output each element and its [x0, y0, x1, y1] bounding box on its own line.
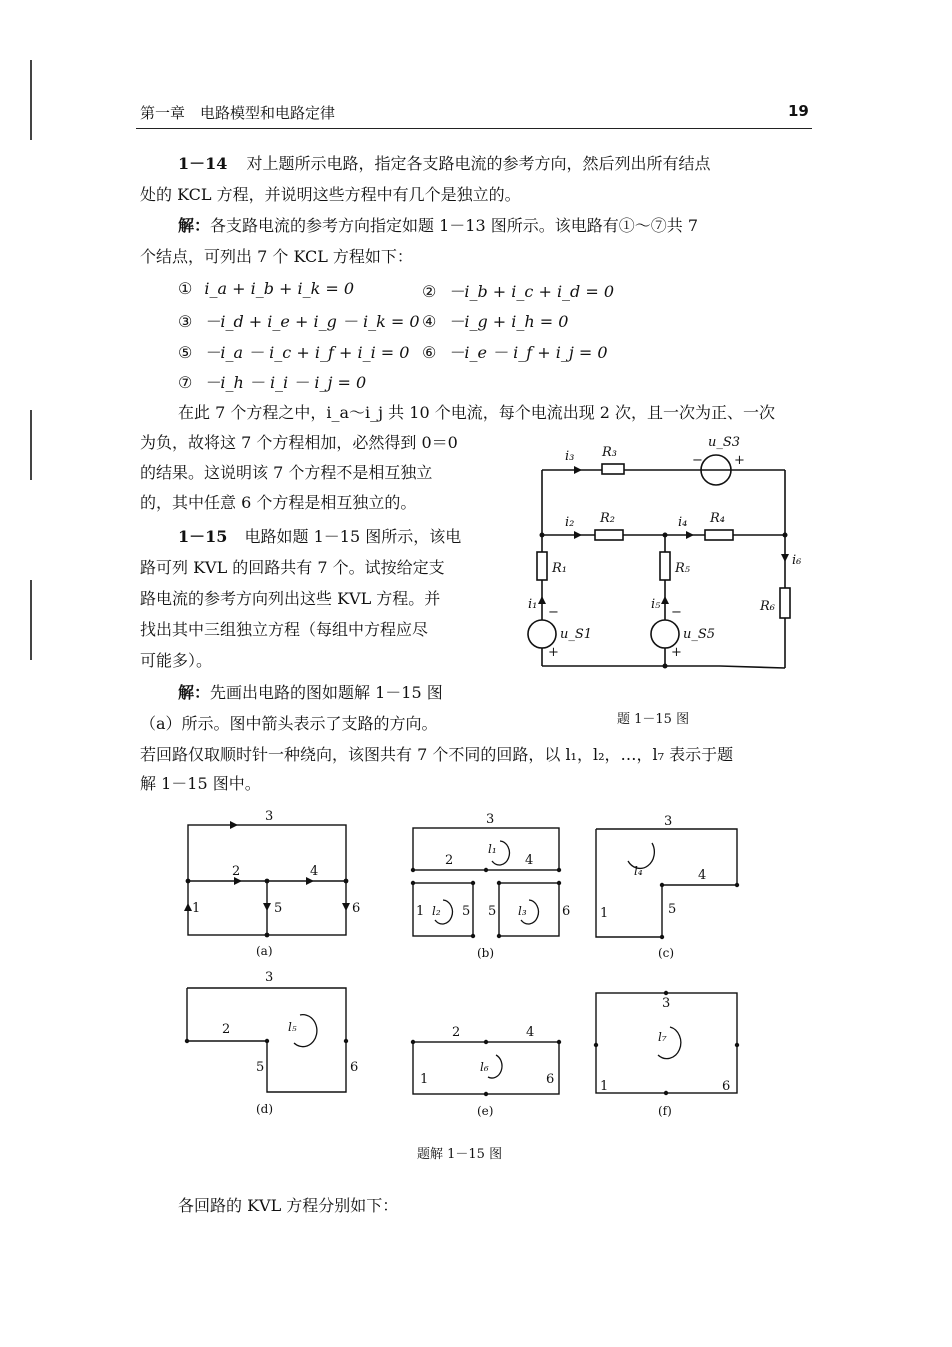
svg-text:l₅: l₅ — [288, 1020, 297, 1034]
label-i5: i₅ — [651, 597, 661, 612]
svg-text:l₃: l₃ — [518, 904, 527, 918]
svg-text:1: 1 — [420, 1072, 429, 1087]
svg-text:(e): (e) — [477, 1104, 494, 1118]
svg-text:5: 5 — [668, 902, 677, 917]
svg-text:−: − — [548, 605, 559, 620]
svg-text:6: 6 — [352, 901, 361, 916]
svg-text:1: 1 — [192, 901, 201, 916]
conclusion-line3: 的结果。这说明该 7 个方程不是相互独立 — [140, 463, 433, 482]
svg-text:3: 3 — [265, 809, 274, 824]
problem-1-15-line4: 找出其中三组独立方程（每组中方程应尽 — [140, 620, 429, 639]
svg-text:3: 3 — [664, 814, 673, 829]
scan-edge-mark — [30, 60, 32, 140]
label-i1: i₁ — [528, 597, 538, 612]
svg-text:3: 3 — [486, 812, 495, 827]
svg-text:3: 3 — [662, 996, 671, 1011]
svg-text:(d): (d) — [256, 1102, 274, 1116]
circuit-diagram — [520, 430, 820, 730]
svg-text:2: 2 — [452, 1025, 461, 1040]
label-i2: i₂ — [565, 515, 575, 530]
label-R3: R₃ — [602, 445, 617, 460]
label-uS1: u_S1 — [560, 627, 593, 642]
problem-1-14-line2: 处的 KCL 方程，并说明这些方程中有几个是独立的。 — [140, 185, 521, 204]
svg-text:1: 1 — [600, 906, 609, 921]
label-uS3: u_S3 — [708, 435, 741, 450]
svg-text:2: 2 — [222, 1022, 231, 1037]
svg-text:l₁: l₁ — [488, 842, 497, 856]
scan-edge-mark — [30, 580, 32, 660]
svg-text:5: 5 — [274, 901, 283, 916]
kcl-equation: ⑦ －i_h － i_i － i_j = 0 — [178, 373, 367, 392]
problem-label: 1－14 — [178, 154, 228, 173]
svg-text:−: − — [692, 453, 703, 468]
label-i3: i₃ — [565, 449, 575, 464]
solution-1-14-line1: 解：各支路电流的参考方向指定如题 1－13 图所示。该电路有①～⑦共 7 — [178, 216, 698, 235]
conclusion-line4: 的，其中任意 6 个方程是相互独立的。 — [140, 493, 417, 512]
svg-text:4: 4 — [698, 868, 707, 883]
solution-1-15-line1: 解：先画出电路的图如题解 1－15 图 — [178, 683, 443, 702]
svg-text:+: + — [734, 453, 745, 468]
problem-1-15-line3: 路电流的参考方向列出这些 KVL 方程。并 — [140, 589, 441, 608]
label-i6: i₆ — [792, 553, 802, 568]
svg-text:1: 1 — [600, 1079, 609, 1094]
svg-text:6: 6 — [350, 1060, 359, 1075]
solution-1-14-line2: 个结点，可列出 7 个 KCL 方程如下： — [140, 247, 413, 266]
kcl-equation: ② －i_b + i_c + i_d = 0 — [422, 282, 615, 301]
svg-text:−: − — [671, 605, 682, 620]
graph-caption: 题解 1－15 图 — [417, 1147, 503, 1162]
svg-text:6: 6 — [722, 1079, 731, 1094]
problem-1-15-line1: 1－15 电路如题 1－15 图所示，该电 — [178, 527, 462, 546]
kcl-equation: ⑤ －i_a － i_c + i_f + i_i = 0 — [178, 343, 410, 362]
label-R4: R₄ — [710, 511, 725, 526]
svg-text:6: 6 — [546, 1072, 555, 1087]
page-number: 19 — [788, 102, 809, 120]
svg-text:4: 4 — [525, 853, 534, 868]
graph-diagrams — [170, 805, 770, 1125]
kcl-equation: ⑥ －i_e － i_f + i_j = 0 — [422, 343, 608, 362]
problem-1-14-line1: 1－14 对上题所示电路，指定各支路电流的参考方向，然后列出所有结点 — [178, 154, 711, 173]
conclusion-line2: 为负，故将这 7 个方程相加，必然得到 0＝0 — [140, 433, 458, 452]
conclusion-line1: 在此 7 个方程之中，i_a～i_j 共 10 个电流，每个电流出现 2 次，且一次为正、一次 — [178, 403, 776, 422]
svg-text:(b): (b) — [477, 946, 495, 960]
kcl-equation: ① i_a + i_b + i_k = 0 — [178, 279, 355, 298]
problem-1-15-line5: 可能多）。 — [140, 651, 213, 670]
solution-1-15-line2: （a）所示。图中箭头表示了支路的方向。 — [140, 714, 438, 733]
label-R6: R₆ — [760, 599, 775, 614]
running-header: 第一章 电路模型和电路定律 — [140, 104, 336, 122]
label-i4: i₄ — [678, 515, 688, 530]
kcl-equation: ③ －i_d + i_e + i_g － i_k = 0 — [178, 312, 420, 331]
header-rule — [136, 128, 812, 129]
final-line: 各回路的 KVL 方程分别如下： — [178, 1196, 399, 1215]
svg-text:+: + — [548, 645, 559, 660]
svg-text:1: 1 — [416, 904, 425, 919]
svg-text:l₆: l₆ — [480, 1060, 489, 1074]
svg-text:2: 2 — [445, 853, 454, 868]
label-uS5: u_S5 — [683, 627, 716, 642]
svg-text:5: 5 — [256, 1060, 265, 1075]
svg-text:l₄: l₄ — [634, 864, 643, 878]
problem-1-15-line2: 路可列 KVL 的回路共有 7 个。试按给定支 — [140, 558, 445, 577]
label-R5: R₅ — [675, 561, 690, 576]
label-R1: R₁ — [552, 561, 567, 576]
kcl-equation: ④ －i_g + i_h = 0 — [422, 312, 569, 331]
svg-text:l₇: l₇ — [658, 1030, 667, 1044]
svg-text:5: 5 — [462, 904, 471, 919]
svg-text:4: 4 — [526, 1025, 535, 1040]
svg-text:4: 4 — [310, 864, 319, 879]
svg-text:+: + — [671, 645, 682, 660]
solution-1-15-line3: 若回路仅取顺时针一种绕向，该图共有 7 个不同的回路，以 l₁，l₂，…，l₇ 表示于题 — [140, 745, 734, 764]
solution-1-15-line4: 解 1－15 图中。 — [140, 774, 261, 793]
svg-text:(a): (a) — [256, 944, 273, 958]
svg-text:(c): (c) — [658, 946, 675, 960]
svg-text:6: 6 — [562, 904, 571, 919]
svg-text:(f): (f) — [658, 1104, 672, 1118]
svg-text:2: 2 — [232, 864, 241, 879]
svg-text:5: 5 — [488, 904, 497, 919]
label-R2: R₂ — [600, 511, 615, 526]
scan-edge-mark — [30, 410, 32, 480]
circuit-caption: 题 1－15 图 — [617, 712, 690, 727]
svg-text:l₂: l₂ — [432, 904, 441, 918]
svg-text:3: 3 — [265, 970, 274, 985]
